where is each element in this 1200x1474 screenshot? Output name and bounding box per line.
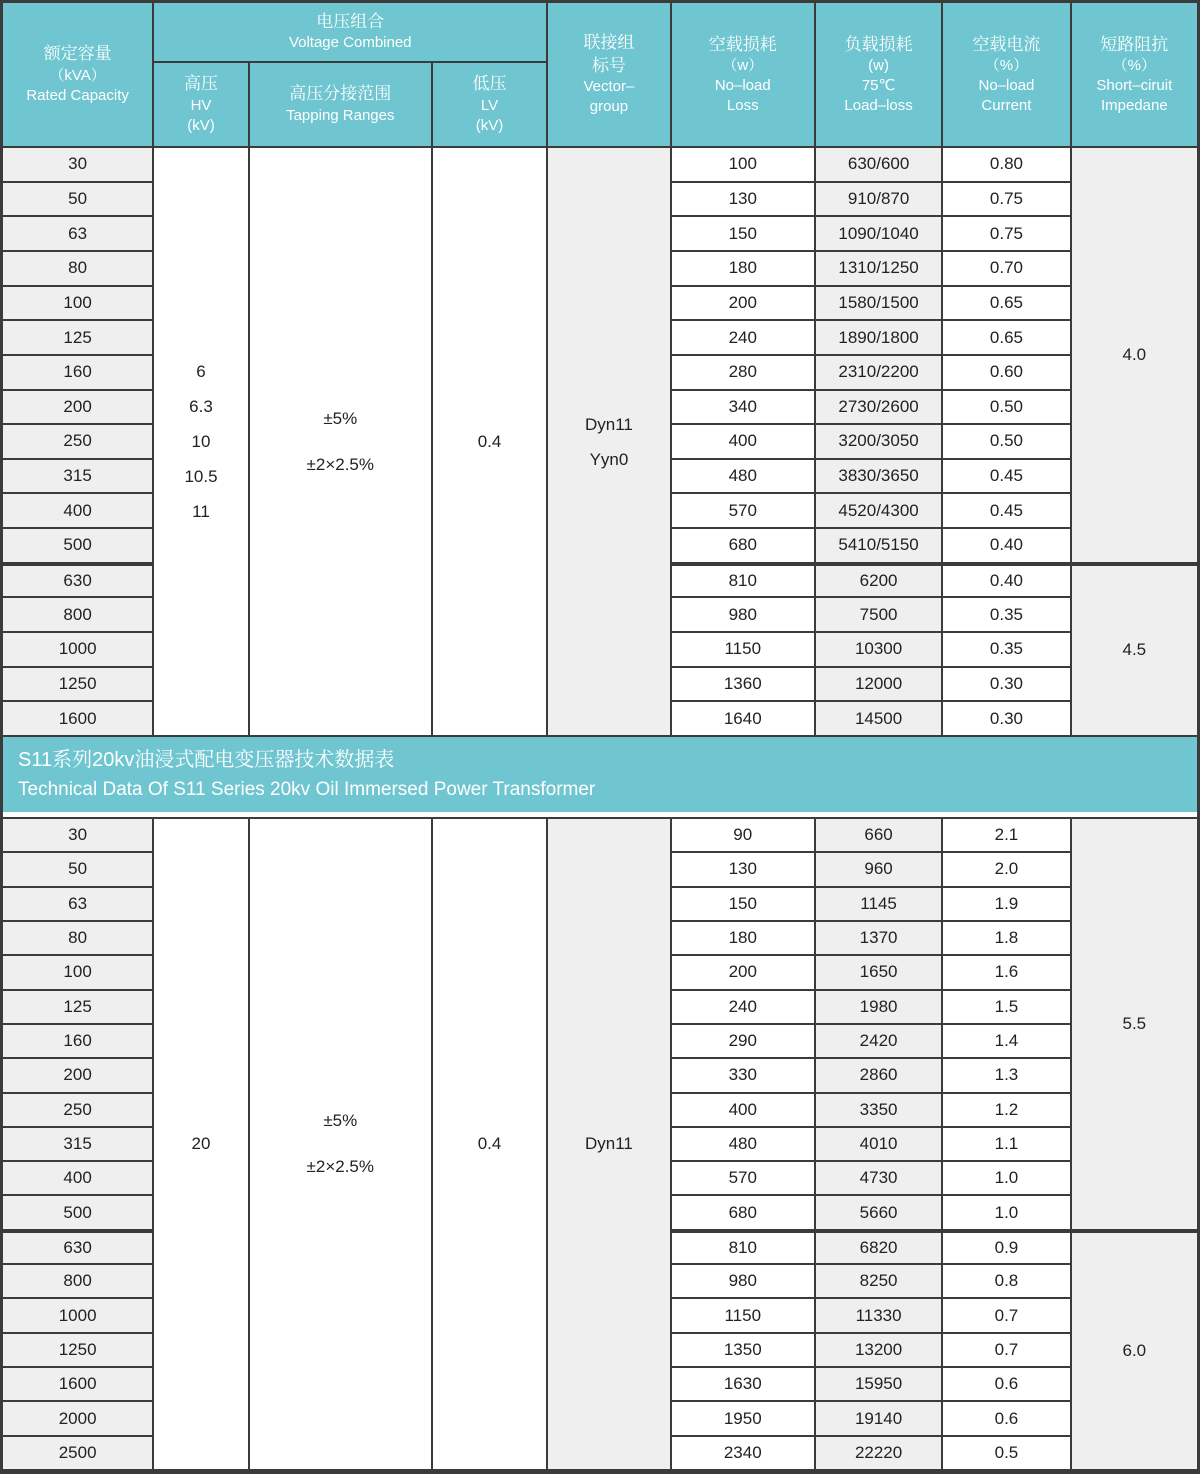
capacity-cell: 1600 (3, 1368, 154, 1402)
header-no-load-loss-unit: （w） (722, 57, 764, 75)
no-load-loss-cell: 1630 (672, 1368, 816, 1402)
header-voltage-combined (154, 3, 548, 63)
no-load-loss-cell: 180 (672, 922, 816, 956)
capacity-cell: 1000 (3, 1299, 154, 1333)
no-load-current-cell: 1.0 (943, 1162, 1071, 1196)
capacity-cell: 63 (3, 217, 154, 252)
no-load-loss-cell: 570 (672, 1162, 816, 1196)
banner-title-zh: S11系列20kv油浸式配电变压器技术数据表 (18, 749, 395, 772)
header-tapping-ranges (250, 63, 433, 148)
load-loss-cell: 2860 (816, 1059, 943, 1093)
capacity-cell: 2000 (3, 1402, 154, 1436)
load-loss-cell: 5410/5150 (816, 529, 943, 564)
capacity-cell: 200 (3, 391, 154, 426)
header-short-circuit-impedance (1072, 3, 1197, 148)
no-load-loss-cell: 1350 (672, 1334, 816, 1368)
header-load-loss-unit: (w) (868, 57, 889, 75)
no-load-current-cell: 0.60 (943, 356, 1071, 391)
capacity-cell: 100 (3, 287, 154, 322)
no-load-current-cell: 0.70 (943, 252, 1071, 287)
load-loss-cell: 3350 (816, 1094, 943, 1128)
load-loss-cell: 7500 (816, 598, 943, 633)
header-hv-zh: 高压 (183, 74, 218, 94)
header-hv-en: HV (190, 96, 212, 114)
no-load-loss-cell: 180 (672, 252, 816, 287)
capacity-cell: 200 (3, 1059, 154, 1093)
capacity-cell: 30 (3, 148, 154, 183)
capacity-cell: 50 (3, 183, 154, 218)
no-load-loss-cell: 400 (672, 1094, 816, 1128)
header-vector-en2: group (589, 97, 629, 115)
header-lv-en: LV (480, 96, 499, 114)
data-section-10kv (3, 148, 1197, 737)
no-load-loss-cell: 100 (672, 148, 816, 183)
load-loss-cell: 1310/1250 (816, 252, 943, 287)
no-load-loss-cell: 980 (672, 598, 816, 633)
load-loss-cell: 6820 (816, 1231, 943, 1265)
no-load-current-cell: 0.5 (943, 1437, 1071, 1471)
no-load-current-cell: 0.75 (943, 183, 1071, 218)
no-load-loss-cell: 330 (672, 1059, 816, 1093)
capacity-cell: 80 (3, 922, 154, 956)
header-tapping-zh: 高压分接范围 (289, 84, 392, 104)
capacity-cell: 50 (3, 853, 154, 887)
header-vector-en: Vector– (583, 78, 635, 96)
load-loss-cell: 3830/3650 (816, 460, 943, 495)
capacity-cell: 1000 (3, 633, 154, 668)
load-loss-cell: 910/870 (816, 183, 943, 218)
capacity-cell: 315 (3, 460, 154, 495)
header-vector-group (548, 3, 671, 148)
load-loss-cell: 19140 (816, 1402, 943, 1436)
load-loss-cell: 1145 (816, 888, 943, 922)
no-load-current-cell: 1.4 (943, 1025, 1071, 1059)
header-no-load-current-unit: （%） (984, 57, 1029, 75)
no-load-current-cell: 0.30 (943, 668, 1071, 703)
header-hv-unit: (kV) (187, 116, 215, 134)
header-load-loss-temp: 75℃ (861, 76, 896, 94)
capacity-cell: 1250 (3, 668, 154, 703)
tapping-range-cell: ±5% ±2×2.5% (250, 148, 433, 737)
no-load-loss-cell: 810 (672, 1231, 816, 1265)
no-load-current-cell: 0.8 (943, 1265, 1071, 1299)
capacity-cell: 63 (3, 888, 154, 922)
load-loss-cell: 4520/4300 (816, 494, 943, 529)
load-loss-cell: 2310/2200 (816, 356, 943, 391)
header-rated-capacity (3, 3, 154, 148)
capacity-cell: 30 (3, 819, 154, 853)
no-load-current-cell: 0.80 (943, 148, 1071, 183)
no-load-loss-cell: 280 (672, 356, 816, 391)
no-load-loss-cell: 400 (672, 425, 816, 460)
vector-group-cell: Dyn11 (548, 819, 671, 1471)
no-load-current-cell: 0.35 (943, 633, 1071, 668)
no-load-loss-cell: 2340 (672, 1437, 816, 1471)
capacity-cell: 100 (3, 956, 154, 990)
header-no-load-current-zh: 空载电流 (972, 34, 1041, 54)
no-load-loss-cell: 1360 (672, 668, 816, 703)
no-load-loss-cell: 1640 (672, 702, 816, 737)
no-load-loss-cell: 200 (672, 956, 816, 990)
load-loss-cell: 13200 (816, 1334, 943, 1368)
impedance-cell: 4.5 (1072, 564, 1197, 737)
load-loss-cell: 22220 (816, 1437, 943, 1471)
no-load-current-cell: 1.6 (943, 956, 1071, 990)
header-vector-zh2: 标号 (591, 55, 626, 75)
capacity-cell: 1250 (3, 1334, 154, 1368)
no-load-current-cell: 1.2 (943, 1094, 1071, 1128)
no-load-loss-cell: 200 (672, 287, 816, 322)
no-load-current-cell: 2.1 (943, 819, 1071, 853)
no-load-current-cell: 0.30 (943, 702, 1071, 737)
no-load-current-cell: 1.8 (943, 922, 1071, 956)
no-load-current-cell: 0.40 (943, 564, 1071, 599)
load-loss-cell: 1890/1800 (816, 321, 943, 356)
no-load-loss-cell: 480 (672, 1128, 816, 1162)
no-load-current-cell: 0.40 (943, 529, 1071, 564)
no-load-loss-cell: 340 (672, 391, 816, 426)
impedance-cell: 6.0 (1072, 1231, 1197, 1471)
header-lv-zh: 低压 (472, 74, 507, 94)
header-voltage-combined-en: Voltage Combined (288, 34, 412, 52)
header-lv (433, 63, 548, 148)
load-loss-cell: 4730 (816, 1162, 943, 1196)
capacity-cell: 250 (3, 1094, 154, 1128)
lv-cell: 0.4 (433, 148, 548, 737)
load-loss-cell: 2420 (816, 1025, 943, 1059)
no-load-current-cell: 0.7 (943, 1299, 1071, 1333)
header-no-load-loss-zh: 空载损耗 (708, 34, 777, 54)
capacity-cell: 160 (3, 356, 154, 391)
load-loss-cell: 11330 (816, 1299, 943, 1333)
header-no-load-current-en2: Current (981, 96, 1032, 114)
load-loss-cell: 10300 (816, 633, 943, 668)
data-section-20kv (3, 817, 1197, 1471)
load-loss-cell: 15950 (816, 1368, 943, 1402)
hv-cell: 6 6.3 10 10.5 11 (154, 148, 250, 737)
tapping-range-cell: ±5% ±2×2.5% (250, 819, 433, 1471)
header-vector-zh: 联接组 (583, 33, 635, 53)
no-load-current-cell: 0.75 (943, 217, 1071, 252)
load-loss-cell: 630/600 (816, 148, 943, 183)
no-load-loss-cell: 570 (672, 494, 816, 529)
no-load-current-cell: 0.7 (943, 1334, 1071, 1368)
no-load-loss-cell: 240 (672, 991, 816, 1025)
no-load-loss-cell: 150 (672, 217, 816, 252)
no-load-current-cell: 1.9 (943, 888, 1071, 922)
header-impedance-zh: 短路阻抗 (1100, 34, 1169, 54)
header-rated-capacity-unit: （kVA） (49, 66, 106, 84)
capacity-cell: 630 (3, 1231, 154, 1265)
load-loss-cell: 6200 (816, 564, 943, 599)
no-load-current-cell: 0.65 (943, 321, 1071, 356)
capacity-cell: 2500 (3, 1437, 154, 1471)
load-loss-cell: 5660 (816, 1196, 943, 1230)
header-rated-capacity-en: Rated Capacity (26, 86, 129, 104)
header-no-load-current (943, 3, 1071, 148)
capacity-cell: 500 (3, 529, 154, 564)
header-rated-capacity-zh: 额定容量 (43, 44, 112, 64)
load-loss-cell: 8250 (816, 1265, 943, 1299)
header-lv-unit: (kV) (475, 116, 504, 134)
capacity-cell: 800 (3, 598, 154, 633)
header-impedance-en: Short–ciruit (1096, 76, 1173, 94)
header-no-load-loss (672, 3, 816, 148)
hv-cell: 20 (154, 819, 250, 1471)
no-load-loss-cell: 290 (672, 1025, 816, 1059)
header-load-loss-en: Load–loss (844, 96, 913, 114)
vector-group-cell: Dyn11 Yyn0 (548, 148, 671, 737)
load-loss-cell: 1580/1500 (816, 287, 943, 322)
header-tapping-en: Tapping Ranges (286, 106, 395, 124)
capacity-cell: 315 (3, 1128, 154, 1162)
impedance-cell: 4.0 (1072, 148, 1197, 564)
no-load-current-cell: 0.35 (943, 598, 1071, 633)
no-load-loss-cell: 240 (672, 321, 816, 356)
capacity-cell: 630 (3, 564, 154, 599)
no-load-loss-cell: 130 (672, 183, 816, 218)
header-impedance-en2: Impedane (1100, 96, 1168, 114)
no-load-current-cell: 0.6 (943, 1402, 1071, 1436)
header-no-load-current-en: No–load (978, 76, 1035, 94)
no-load-loss-cell: 1150 (672, 1299, 816, 1333)
header-load-loss (816, 3, 943, 148)
no-load-current-cell: 0.6 (943, 1368, 1071, 1402)
no-load-current-cell: 0.45 (943, 460, 1071, 495)
capacity-cell: 400 (3, 494, 154, 529)
capacity-cell: 125 (3, 321, 154, 356)
no-load-current-cell: 1.3 (943, 1059, 1071, 1093)
header-no-load-loss-en: No–load (714, 76, 771, 94)
capacity-cell: 160 (3, 1025, 154, 1059)
load-loss-cell: 14500 (816, 702, 943, 737)
load-loss-cell: 660 (816, 819, 943, 853)
no-load-loss-cell: 90 (672, 819, 816, 853)
load-loss-cell: 1370 (816, 922, 943, 956)
header-impedance-unit: （%） (1112, 57, 1156, 75)
header-voltage-combined-zh: 电压组合 (316, 11, 385, 31)
capacity-cell: 1600 (3, 702, 154, 737)
no-load-loss-cell: 130 (672, 853, 816, 887)
no-load-loss-cell: 150 (672, 888, 816, 922)
no-load-loss-cell: 1150 (672, 633, 816, 668)
capacity-cell: 400 (3, 1162, 154, 1196)
lv-cell: 0.4 (433, 819, 548, 1471)
header-no-load-loss-en2: Loss (726, 96, 759, 114)
no-load-current-cell: 0.9 (943, 1231, 1071, 1265)
no-load-loss-cell: 680 (672, 529, 816, 564)
no-load-current-cell: 0.65 (943, 287, 1071, 322)
load-loss-cell: 960 (816, 853, 943, 887)
impedance-cell: 5.5 (1072, 819, 1197, 1231)
no-load-loss-cell: 810 (672, 564, 816, 599)
table-header (3, 3, 1197, 148)
section-banner (3, 737, 1197, 817)
load-loss-cell: 2730/2600 (816, 391, 943, 426)
load-loss-cell: 12000 (816, 668, 943, 703)
no-load-loss-cell: 480 (672, 460, 816, 495)
no-load-current-cell: 1.0 (943, 1196, 1071, 1230)
capacity-cell: 500 (3, 1196, 154, 1230)
load-loss-cell: 1090/1040 (816, 217, 943, 252)
capacity-cell: 125 (3, 991, 154, 1025)
capacity-cell: 250 (3, 425, 154, 460)
no-load-current-cell: 0.50 (943, 425, 1071, 460)
no-load-current-cell: 2.0 (943, 853, 1071, 887)
load-loss-cell: 4010 (816, 1128, 943, 1162)
load-loss-cell: 1980 (816, 991, 943, 1025)
no-load-current-cell: 1.1 (943, 1128, 1071, 1162)
no-load-current-cell: 1.5 (943, 991, 1071, 1025)
no-load-loss-cell: 680 (672, 1196, 816, 1230)
no-load-loss-cell: 980 (672, 1265, 816, 1299)
load-loss-cell: 1650 (816, 956, 943, 990)
banner-title-en: Technical Data Of S11 Series 20kv Oil Immersed Power Transformer (18, 779, 596, 801)
header-hv (154, 63, 250, 148)
no-load-loss-cell: 1950 (672, 1402, 816, 1436)
capacity-cell: 80 (3, 252, 154, 287)
no-load-current-cell: 0.50 (943, 391, 1071, 426)
no-load-current-cell: 0.45 (943, 494, 1071, 529)
header-load-loss-zh: 负载损耗 (844, 34, 913, 54)
load-loss-cell: 3200/3050 (816, 425, 943, 460)
capacity-cell: 800 (3, 1265, 154, 1299)
